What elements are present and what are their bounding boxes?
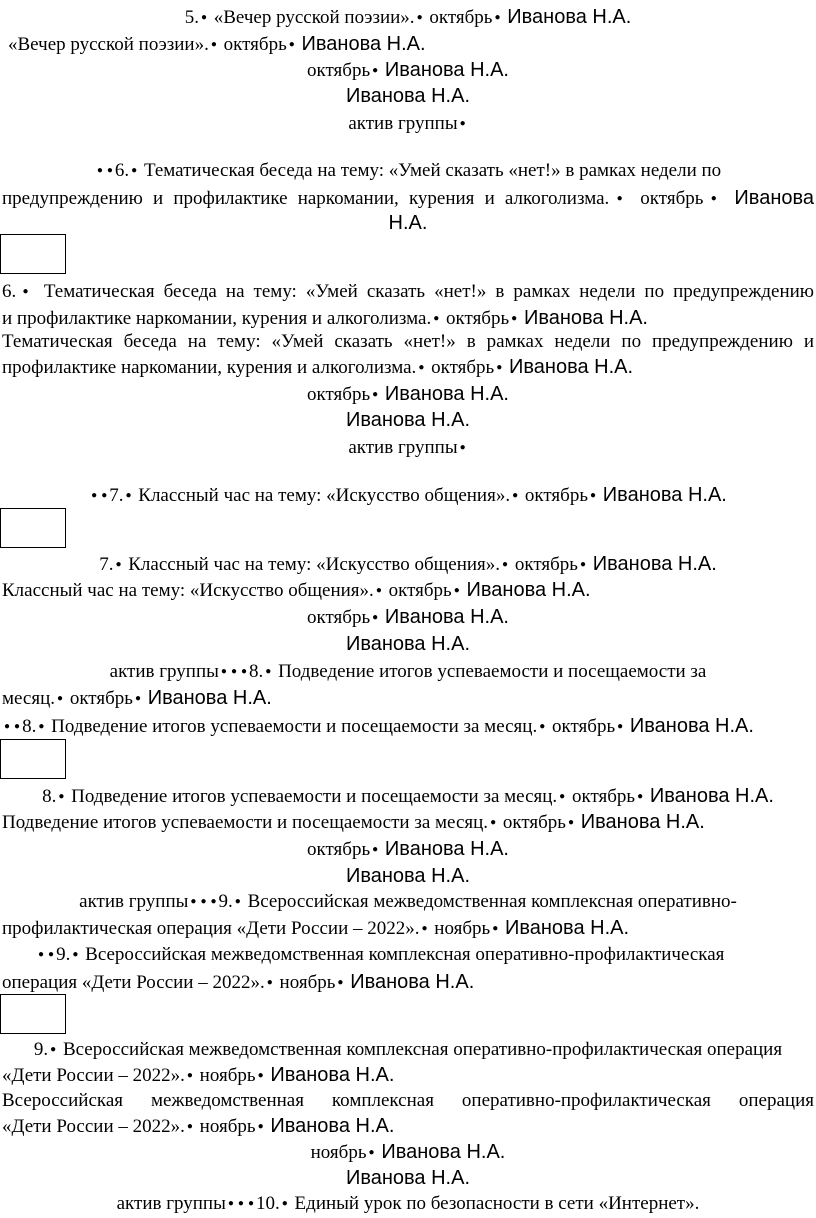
- doc-line: ● ● 6.● Тематическая беседа на тему: «Умей сказать «нет!» в рамках недели по: [0, 158, 816, 184]
- doc-line: октябрь● Иванова Н.А.: [0, 604, 816, 631]
- doc-line: Классный час на тему: «Искусство общения».● октябрь● Иванова Н.А.: [2, 577, 591, 604]
- doc-line: 6.● Тематическая беседа на тему: «Умей сказать «нет!» в рамках недели по предупреждению: [2, 279, 814, 305]
- doc-line: 5.● «Вечер русской поэзии».● октябрь● Иванова Н.А.: [0, 4, 816, 31]
- doc-line: ● ● 8.● Подведение итогов успеваемости и посещаемости за месяц.● октябрь● Иванова Н.А.: [2, 713, 754, 740]
- doc-line: Иванова Н.А.: [345, 1167, 471, 1189]
- doc-line: 8.● Подведение итогов успеваемости и посещаемости за месяц.● октябрь● Иванова Н.А.: [0, 783, 816, 810]
- doc-line: октябрь● Иванова Н.А.: [0, 57, 816, 84]
- doc-line: предупреждению и профилактике наркомании, курения и алкоголизма.● октябрь● Иванова: [2, 185, 814, 212]
- doc-line: актив группы●: [0, 111, 816, 137]
- doc-line: актив группы●: [0, 435, 816, 461]
- doc-line: Всероссийская межведомственная комплексная оперативно-профилактическая операция: [2, 1090, 814, 1111]
- empty-box: [0, 739, 66, 779]
- doc-line: октябрь● Иванова Н.А.: [0, 381, 816, 408]
- doc-line: профилактическая операция «Дети России – 2022».● ноябрь● Иванова Н.А.: [2, 915, 629, 942]
- doc-line: Иванова Н.А.: [345, 85, 471, 107]
- doc-line: «Вечер русской поэзии».● октябрь● Иванова Н.А.: [8, 31, 426, 58]
- doc-line: октябрь● Иванова Н.А.: [0, 836, 816, 863]
- doc-line: актив группы● ● ● 8.● Подведение итогов успеваемости и посещаемости за: [0, 659, 816, 685]
- doc-line: 9.● Всероссийская межведомственная комплексная оперативно-профилактическая операция: [0, 1037, 816, 1063]
- doc-line: ноябрь● Иванова Н.А.: [0, 1139, 816, 1166]
- doc-line: месяц.● октябрь● Иванова Н.А.: [2, 685, 272, 712]
- empty-box: [0, 234, 66, 274]
- doc-line: Н.А.: [388, 212, 428, 234]
- empty-box: [0, 508, 66, 548]
- doc-line: Иванова Н.А.: [345, 633, 471, 655]
- doc-line: Подведение итогов успеваемости и посещаемости за месяц.● октябрь● Иванова Н.А.: [2, 809, 705, 836]
- doc-line: и профилактике наркомании, курения и алкоголизма.● октябрь● Иванова Н.А.: [2, 305, 648, 332]
- doc-line: ● ● 7.● Классный час на тему: «Искусство общения».● октябрь● Иванова Н.А.: [0, 482, 816, 509]
- doc-line: Иванова Н.А.: [345, 409, 471, 431]
- doc-line: Тематическая беседа на тему: «Умей сказать «нет!» в рамках недели по предупреждению и: [2, 331, 814, 352]
- doc-line: профилактике наркомании, курения и алкоголизма.● октябрь● Иванова Н.А.: [2, 354, 633, 381]
- doc-line: «Дети России – 2022».● ноябрь● Иванова Н.А.: [2, 1113, 394, 1140]
- doc-line: ● ● 9.● Всероссийская межведомственная комплексная оперативно-профилактическая: [36, 942, 724, 968]
- empty-box: [0, 994, 66, 1034]
- doc-line: операция «Дети России – 2022».● ноябрь● Иванова Н.А.: [2, 969, 474, 996]
- doc-line: 7.● Классный час на тему: «Искусство общения».● октябрь● Иванова Н.А.: [0, 551, 816, 578]
- doc-line: «Дети России – 2022».● ноябрь● Иванова Н.А.: [2, 1062, 394, 1089]
- doc-line: актив группы● ● ● 9.● Всероссийская межведомственная комплексная оперативно-: [0, 889, 816, 915]
- doc-line: актив группы● ● ● 10.● Единый урок по безопасности в сети «Интернет».: [0, 1191, 816, 1217]
- doc-line: Иванова Н.А.: [345, 865, 471, 887]
